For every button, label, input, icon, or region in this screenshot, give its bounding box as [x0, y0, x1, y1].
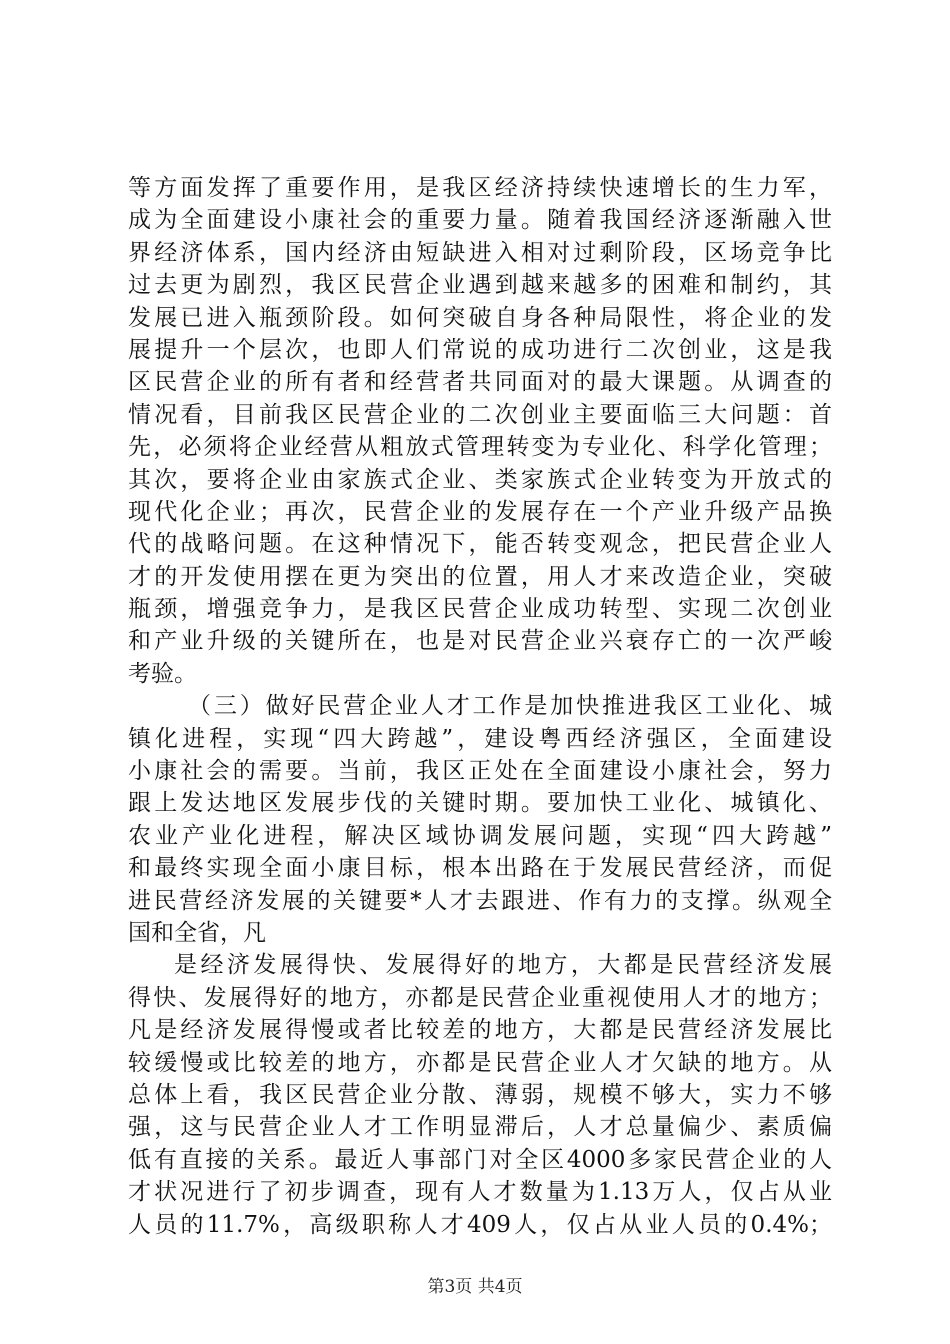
text-line: 先，必须将企业经营从粗放式管理转变为专业化、科学化管理； [128, 434, 832, 461]
text-line: 凡是经济发展得慢或者比较差的地方，大都是民营经济发展比 [128, 1017, 832, 1044]
text-line: 区民营企业的所有者和经营者共同面对的最大课题。从调查的 [128, 369, 832, 396]
text-line: 成为全面建设小康社会的重要力量。随着我国经济逐渐融入世 [128, 207, 832, 234]
text-line: 界经济体系，国内经济由短缺进入相对过剩阶段，区场竞争比 [128, 239, 832, 266]
text-line: 才的开发使用摆在更为突出的位置，用人才来改造企业，突破 [128, 563, 832, 590]
text-line: 得快、发展得好的地方，亦都是民营企业重视使用人才的地方； [128, 984, 832, 1011]
text-line: 情况看，目前我区民营企业的二次创业主要面临三大问题：首 [128, 401, 832, 428]
text-line: 较缓慢或比较差的地方，亦都是民营企业人才欠缺的地方。从 [128, 1049, 832, 1076]
text-line: 农业产业化进程，解决区域协调发展问题，实现“四大跨越” [128, 822, 832, 849]
text-line: 其次，要将企业由家族式企业、类家族式企业转变为开放式的 [128, 466, 832, 493]
text-line: 强，这与民营企业人才工作明显滞后，人才总量偏少、素质偏 [128, 1114, 832, 1141]
text-line: 和产业升级的关键所在，也是对民营企业兴衰存亡的一次严峻 [128, 628, 832, 655]
text-line: 和最终实现全面小康目标，根本出路在于发展民营经济，而促 [128, 855, 832, 882]
text-line: 等方面发挥了重要作用，是我区经济持续快速增长的生力军， [128, 175, 832, 201]
paragraph-start-line: 是经济发展得快、发展得好的地方，大都是民营经济发展 [174, 952, 832, 979]
text-line: 现代化企业；再次，民营企业的发展存在一个产业升级产品换 [128, 498, 832, 525]
text-line: 发展已进入瓶颈阶段。如何突破自身各种局限性，将企业的发 [128, 304, 832, 331]
text-line: 瓶颈，增强竞争力，是我区民营企业成功转型、实现二次创业 [128, 596, 832, 623]
text-line: 代的战略问题。在这种情况下，能否转变观念，把民营企业人 [128, 531, 832, 558]
text-line: 小康社会的需要。当前，我区正处在全面建设小康社会，努力 [128, 758, 832, 785]
text-line: 进民营经济发展的关键要*人才去跟进、作有力的支撑。纵观全 [128, 887, 832, 914]
text-line: 镇化进程，实现“四大跨越”，建设粤西经济强区，全面建设 [128, 725, 832, 752]
text-line: 跟上发达地区发展步伐的关键时期。要加快工业化、城镇化、 [128, 790, 832, 817]
section-heading-line: （三）做好民营企业人才工作是加快推进我区工业化、城 [188, 693, 832, 720]
page-number-footer: 第3页 共4页 [427, 1277, 523, 1297]
text-line: 考验。 [128, 660, 197, 687]
text-line: 总体上看，我区民营企业分散、薄弱，规模不够大，实力不够 [128, 1081, 832, 1108]
document-body [128, 172, 832, 1241]
text-line: 国和全省，凡 [128, 919, 266, 946]
text-line: 展提升一个层次，也即人们常说的成功进行二次创业，这是我 [128, 336, 832, 363]
text-line: 过去更为剧烈，我区民营企业遇到越来越多的困难和制约，其 [128, 272, 832, 299]
text-line: 人员的11.7%，高级职称人才409人，仅占从业人员的0.4%； [128, 1211, 832, 1238]
text-line: 才状况进行了初步调查，现有人才数量为1.13万人，仅占从业 [128, 1179, 832, 1206]
text-line: 低有直接的关系。最近人事部门对全区4000多家民营企业的人 [128, 1146, 832, 1173]
